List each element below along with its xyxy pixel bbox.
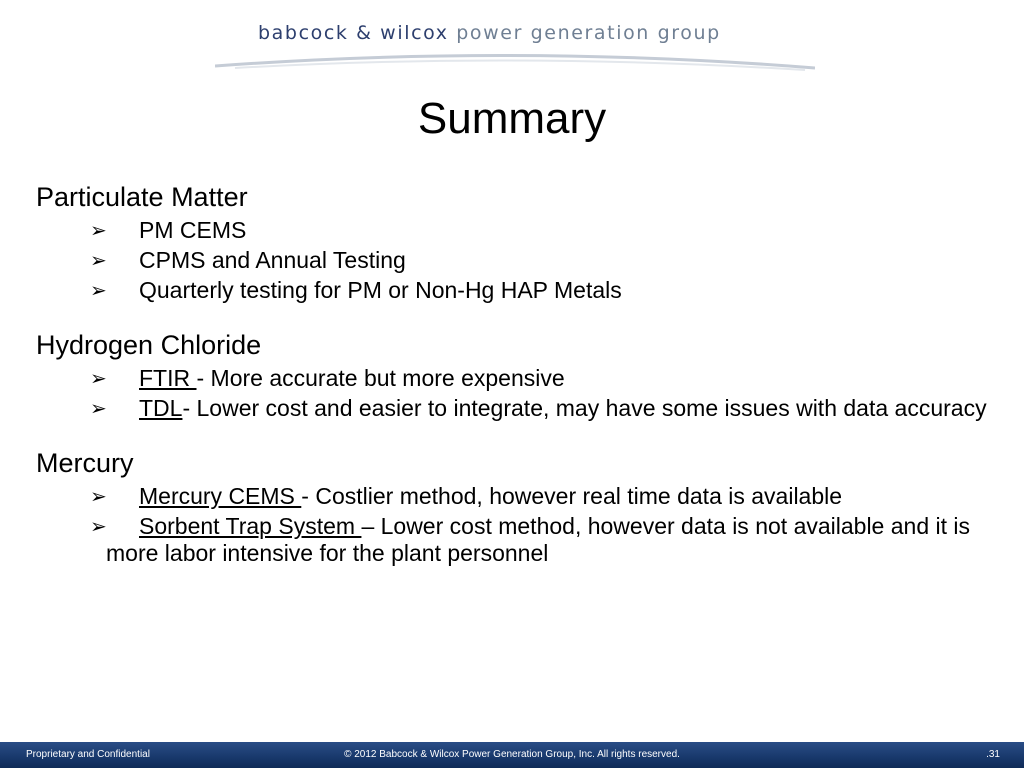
ftir-link[interactable]: FTIR: [139, 365, 197, 391]
footer-copyright: © 2012 Babcock & Wilcox Power Generation Group, Inc. All rights reserved.: [344, 749, 680, 760]
bullet-item: [36, 277, 996, 304]
section-heading: Mercury: [36, 448, 134, 478]
section-heading: Particulate Matter: [36, 182, 248, 212]
footer-bar: [0, 742, 1024, 768]
bullet-item: [36, 365, 996, 392]
bullet-text: - More accurate but more expensive: [196, 365, 565, 391]
bullet-item: [36, 513, 996, 567]
slide-title: Summary: [417, 94, 607, 143]
sorbent-trap-system-link[interactable]: Sorbent Trap System: [139, 513, 362, 539]
tdl-link[interactable]: TDL: [139, 395, 183, 421]
section-particulate-matter: [36, 180, 996, 304]
arrow-bullet-icon: ➢: [90, 484, 107, 508]
logo-brand-text: babcock & wilcox: [258, 22, 449, 44]
logo-group-text: power generation group: [456, 22, 721, 44]
section-mercury: [36, 446, 996, 567]
mercury-cems-link[interactable]: Mercury CEMS: [139, 483, 302, 509]
bullet-text: Quarterly testing for PM or Non-Hg HAP Metals: [139, 277, 622, 303]
bullet-text: - Costlier method, however real time data is available: [301, 483, 843, 509]
bullet-item: [36, 395, 996, 422]
arrow-bullet-icon: ➢: [90, 396, 107, 420]
bullet-item: [36, 247, 996, 274]
bullet-text: CPMS and Annual Testing: [139, 247, 406, 273]
page-number: .31: [986, 749, 1000, 760]
bullet-item: [36, 483, 996, 510]
company-logo: [258, 22, 721, 44]
arrow-bullet-icon: ➢: [90, 248, 107, 272]
bullet-text: PM CEMS: [139, 217, 247, 243]
arrow-bullet-icon: ➢: [90, 278, 107, 302]
bullet-item: [36, 217, 996, 244]
bullet-text: – Lower cost method, however data is not available and it is more labor intensive for the plant personnel: [106, 513, 971, 566]
logo-swoosh: [215, 46, 815, 76]
bullet-text: - Lower cost and easier to integrate, may have some issues with data accuracy: [182, 395, 987, 421]
section-hydrogen-chloride: [36, 328, 996, 422]
section-heading: Hydrogen Chloride: [36, 330, 262, 360]
arrow-bullet-icon: ➢: [90, 218, 107, 242]
footer-confidential: Proprietary and Confidential: [26, 749, 150, 760]
slide-content: [36, 180, 996, 591]
arrow-bullet-icon: ➢: [90, 514, 107, 538]
arrow-bullet-icon: ➢: [90, 366, 107, 390]
